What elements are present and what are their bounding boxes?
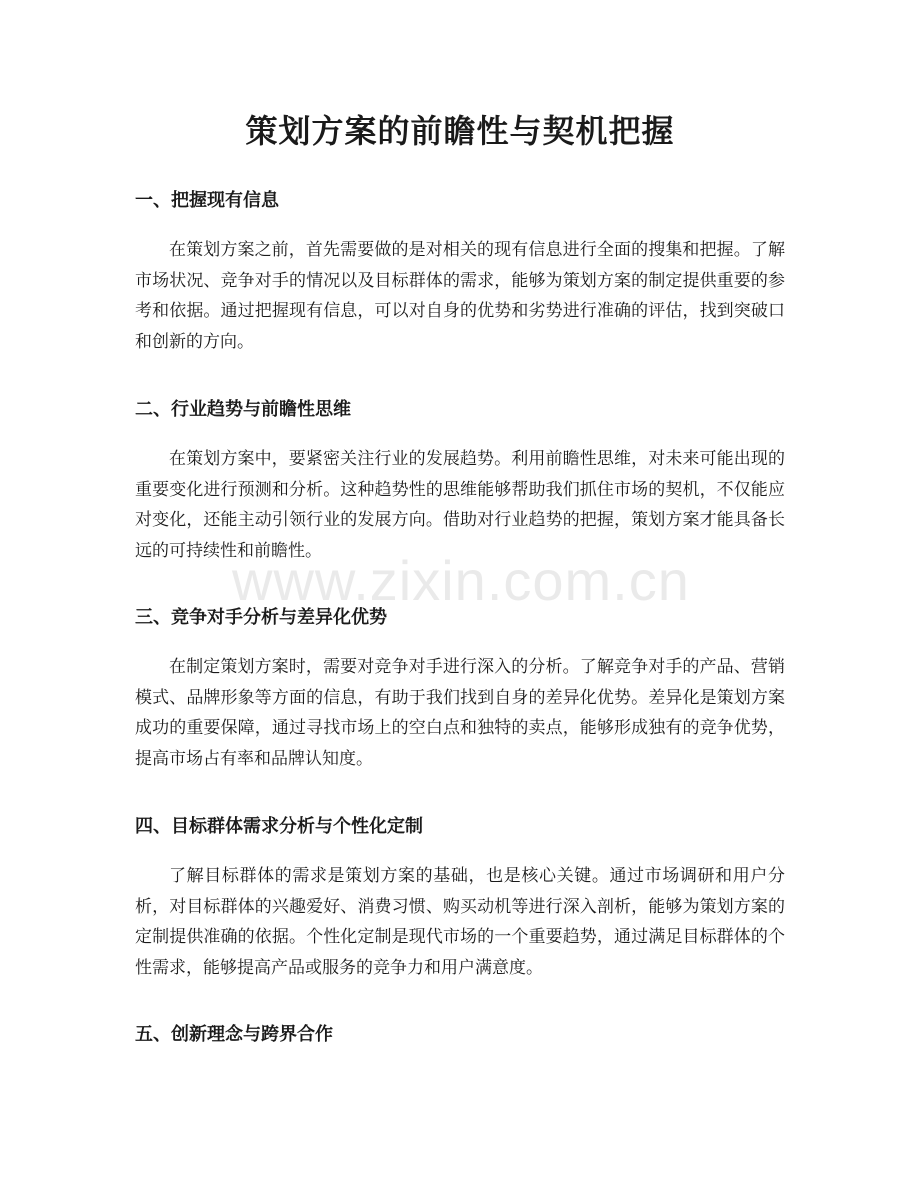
- section-body-1: 在策划方案之前，首先需要做的是对相关的现有信息进行全面的搜集和把握。了解市场状况、竞争对手的情况以及目标群体的需求，能够为策划方案的制定提供重要的参考和依据。通过把握现有信息，可以对自身的优势和劣势进行准确的评估，找到突破口和创新的方向。: [135, 240, 785, 352]
- section-heading-4: 四、目标群体需求分析与个性化定制: [135, 816, 423, 837]
- section-body-3: 在制定策划方案时，需要对竞争对手进行深入的分析。了解竞争对手的产品、营销模式、品牌形象等方面的信息，有助于我们找到自身的差异化优势。差异化是策划方案成功的重要保障，通过寻找市场上的空白点和独特的卖点，能够形成独有的竞争优势，提高市场占有率和品牌认知度。: [135, 657, 785, 769]
- section-heading-2: 二、行业趋势与前瞻性思维: [135, 399, 351, 420]
- section-heading-5: 五、创新理念与跨界合作: [135, 1024, 333, 1045]
- section-heading-3: 三、竞争对手分析与差异化优势: [135, 607, 387, 628]
- watermark: www.zixin.com.cn: [232, 549, 690, 612]
- section-body-2: 在策划方案中，要紧密关注行业的发展趋势。利用前瞻性思维，对未来可能出现的重要变化进行预测和分析。这种趋势性的思维能够帮助我们抓住市场的契机，不仅能应对变化，还能主动引领行业的发展方向。借助对行业趋势的把握，策划方案才能具备长远的可持续性和前瞻性。: [135, 449, 785, 561]
- document-title: 策划方案的前瞻性与契机把握: [245, 112, 675, 150]
- section-body-4: 了解目标群体的需求是策划方案的基础，也是核心关键。通过市场调研和用户分析，对目标群体的兴趣爱好、消费习惯、购买动机等进行深入剖析，能够为策划方案的定制提供准确的依据。个性化定制是现代市场的一个重要趋势，通过满足目标群体的个性需求，能够提高产品或服务的竞争力和用户满意度。: [135, 866, 785, 978]
- section-heading-1: 一、把握现有信息: [135, 190, 279, 211]
